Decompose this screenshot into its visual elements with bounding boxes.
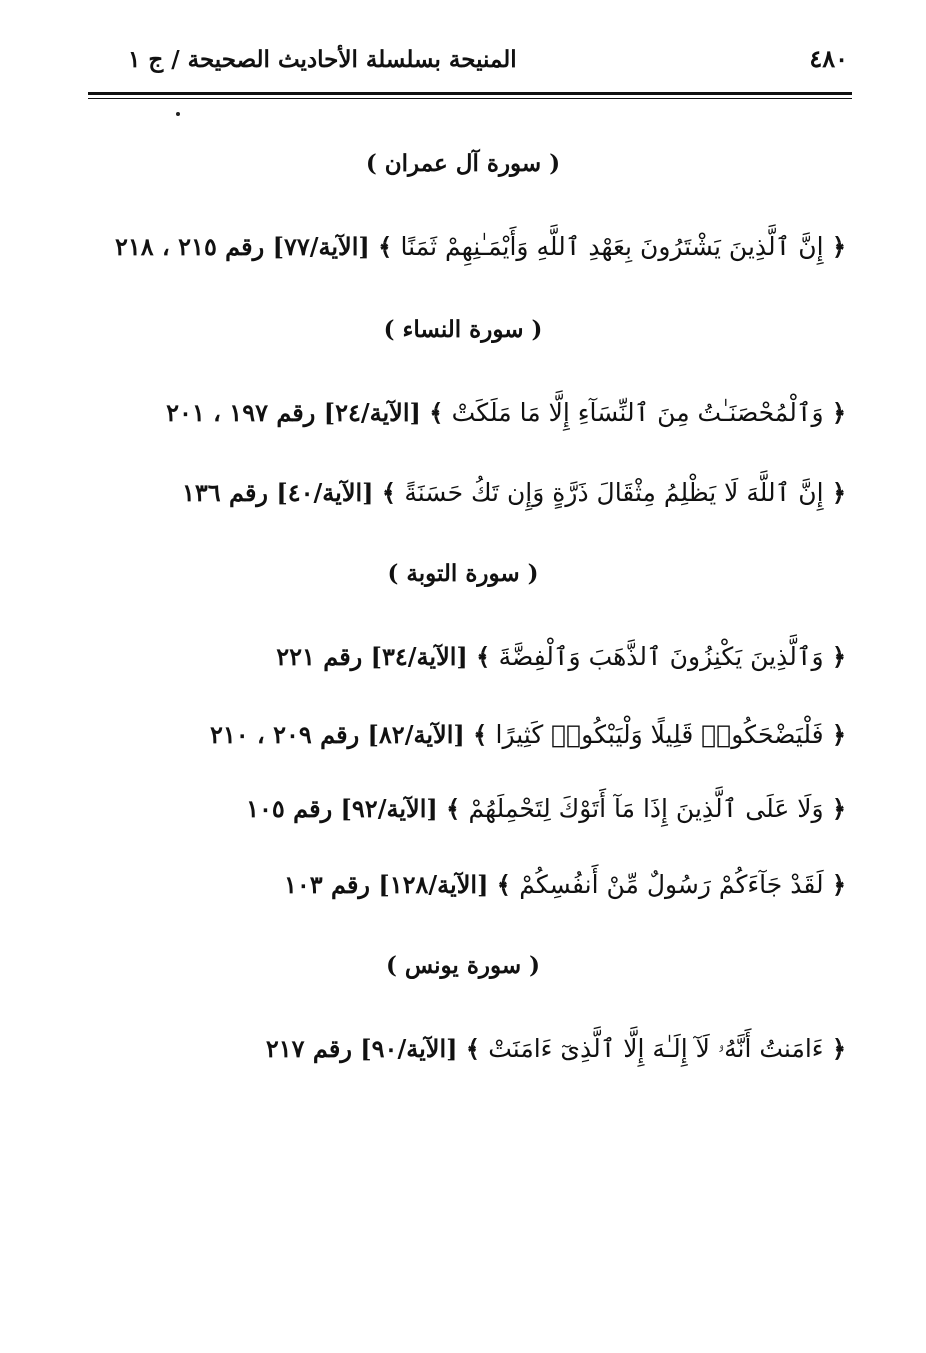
reference-numbers: [الآية/٣٤] رقم ٢٢١	[276, 642, 468, 671]
close-bracket: ﴾	[378, 232, 393, 261]
verse-text: وَٱلْمُحْصَنَـٰتُ مِنَ ٱلنِّسَآءِ إِلَّا مَا مَلَكَتْ	[451, 398, 824, 427]
book-title: المنيحة بسلسلة الأحاديث الصحيحة / ج ١	[128, 46, 517, 73]
close-bracket: ﴾	[446, 794, 461, 823]
open-bracket: ﴿	[831, 232, 846, 261]
surah-heading: ( سورة النساء )	[383, 316, 543, 343]
close-bracket: ﴾	[465, 1034, 480, 1063]
reference-numbers: [الآية/٩٢] رقم ١٠٥	[246, 794, 438, 823]
header-rule-thick	[88, 92, 852, 95]
page-header	[88, 38, 852, 86]
reference-numbers: [الآية/٤٠] رقم ١٣٦	[181, 478, 374, 507]
close-bracket: ﴾	[473, 720, 488, 749]
open-bracket: ﴿	[831, 720, 846, 749]
verse-reference	[276, 642, 846, 671]
print-speck	[176, 112, 180, 116]
close-bracket: ﴾	[381, 478, 396, 507]
open-bracket: ﴿	[831, 398, 846, 427]
surah-heading: ( سورة يونس )	[385, 952, 541, 979]
reference-numbers: [الآية/٢٤] رقم ١٩٧ ، ٢٠١	[166, 398, 421, 427]
verse-text: وَلَا عَلَى ٱلَّذِينَ إِذَا مَآ أَتَوْكَ لِتَحْمِلَهُمْ	[468, 794, 824, 823]
reference-numbers: [الآية/١٢٨] رقم ١٠٣	[283, 870, 489, 899]
page-number: ٤٨٠	[809, 44, 848, 73]
reference-numbers: [الآية/٨٢] رقم ٢٠٩ ، ٢١٠	[209, 720, 465, 749]
verse-text: فَلْيَضْحَكُوا۟ قَلِيلًا وَلْيَبْكُوا۟ كَثِيرًا	[495, 720, 824, 749]
verse-text: وَٱلَّذِينَ يَكْنِزُونَ ٱلذَّهَبَ وَٱلْفِضَّةَ	[498, 642, 824, 671]
verse-text: لَقَدْ جَآءَكُمْ رَسُولٌ مِّنْ أَنفُسِكُمْ	[519, 870, 824, 899]
close-bracket: ﴾	[476, 642, 491, 671]
verse-reference	[266, 1034, 846, 1064]
verse-reference	[246, 794, 846, 823]
verse-text: ءَامَنتُ أَنَّهُۥ لَآ إِلَـٰهَ إِلَّا ٱلَّذِىٓ ءَامَنَتْ	[488, 1034, 824, 1063]
verse-reference	[210, 720, 846, 749]
verse-reference	[166, 398, 846, 427]
verse-reference	[115, 232, 846, 261]
header-rule-thin	[88, 98, 852, 99]
open-bracket: ﴿	[831, 1034, 846, 1063]
verse-reference	[284, 870, 846, 899]
verse-reference	[182, 478, 846, 507]
surah-heading: ( سورة التوبة )	[387, 560, 539, 587]
close-bracket: ﴾	[429, 398, 444, 427]
verse-text: إِنَّ ٱلَّذِينَ يَشْتَرُونَ بِعَهْدِ ٱللَّهِ وَأَيْمَـٰنِهِمْ ثَمَنًا	[400, 232, 824, 261]
surah-heading: ( سورة آل عمران )	[365, 150, 561, 177]
close-bracket: ﴾	[496, 870, 511, 899]
reference-numbers: [الآية/٩٠] رقم ٢١٧	[265, 1034, 458, 1063]
verse-text: إِنَّ ٱللَّهَ لَا يَظْلِمُ مِثْقَالَ ذَرَّةٍ وَإِن تَكُ حَسَنَةً	[404, 478, 824, 507]
reference-numbers: [الآية/٧٧] رقم ٢١٥ ، ٢١٨	[115, 232, 370, 261]
open-bracket: ﴿	[831, 870, 846, 899]
open-bracket: ﴿	[831, 478, 846, 507]
open-bracket: ﴿	[831, 794, 846, 823]
open-bracket: ﴿	[831, 642, 846, 671]
